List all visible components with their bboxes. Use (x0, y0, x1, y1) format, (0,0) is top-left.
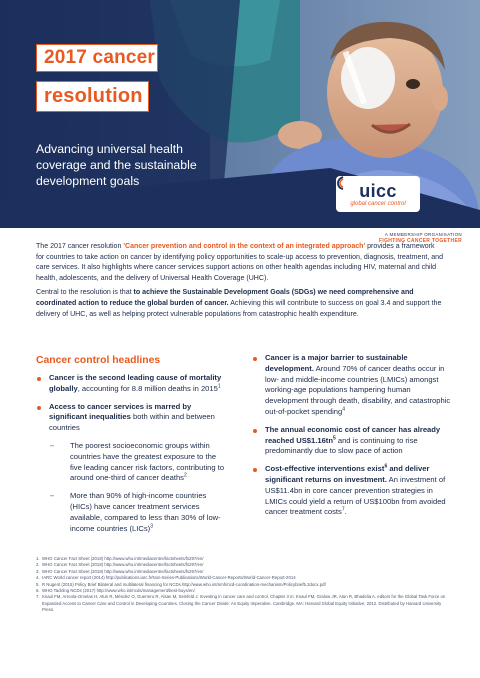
footnote-number: 3. (36, 568, 40, 574)
bullet-dot (37, 406, 41, 410)
headline-subbullet (36, 491, 228, 534)
subbullet-text: More than 90% of high-income countries (HICs) have cancer treatment services available, compared to less than 30% of low-income countries (LICs) (70, 491, 221, 533)
title-line1: 2017 cancer (44, 47, 156, 68)
bullet-text: . (344, 507, 347, 517)
bullet-text: , accounting for 8.8 million deaths in 2015 (77, 383, 218, 393)
uicc-tagline: global cancer control (350, 201, 406, 207)
resolution-name: 'Cancer prevention and control in the context of an integrated approach' (123, 243, 366, 250)
intro-p1-text-a: The 2017 cancer resolution (36, 243, 124, 250)
intro-p2-text-b: Achieving this will contribute to success on goal 3.4 and support the delivery of UHC, as well as helping protect vulnerable populations from catastrophic health expenditure. (36, 299, 442, 318)
footnote-ref: 1 (217, 383, 221, 390)
footnote-ref: 3 (150, 523, 153, 530)
footnote-text: IARC World cancer report (2014) http://publications.iarc.fr/Non-Series-Publications/World-Cancer-Reports/World-Cancer-Report-2014 (42, 575, 296, 581)
headline-bullet (36, 373, 228, 395)
bullet-text: An investment of US$11.4bn in core cancer prevention strategies in LMICs could yield a return of US$100bn from avoided cancer treatment costs (265, 474, 446, 517)
footnote-number: 6. (36, 588, 40, 594)
bullet-bold: Access to cancer services is marred by significant inequalities (49, 401, 192, 422)
intro-paragraph-1 (36, 242, 444, 284)
uicc-wordmark: uicc (359, 181, 397, 201)
footnote-number: 5. (36, 581, 40, 587)
bullet-bold: Cost-effective interventions exist (265, 464, 385, 474)
bullet-bold: The annual economic cost of cancer has already reached US$1.16tn (265, 424, 441, 445)
footnote-text: WHO Tackling NCDs (2017) http://www.who.int/ncds/management/best-buys/en/ (42, 588, 195, 594)
headline-bullet (36, 402, 228, 434)
headlines-heading: Cancer control headlines (36, 355, 161, 366)
subbullet-text: The poorest socioeconomic groups within countries have the greatest exposure to the five leading cancer risk factors, contributing to around one-third of cancer deaths (70, 440, 225, 483)
footnote-number: 2. (36, 562, 40, 568)
footnote (36, 594, 450, 613)
headline-bullet (252, 425, 452, 457)
title-line2-box (36, 81, 149, 112)
footnote-ref: 5 (332, 435, 336, 442)
membership-line1: A MEMBERSHIP ORGANISATION (384, 232, 462, 237)
headline-subbullet (36, 441, 228, 484)
bullet-dot (253, 429, 257, 433)
footnote-ref: 2 (183, 472, 187, 479)
bullet-dot (37, 377, 41, 381)
intro-p1-text-b: provides a framework for countries to take action on cancer by identifying policy opportunities to scale-up access to prevention, diagnosis, treatment, and care services. It also highlights where cancer services support actions on other health agendas including HIV, maternal and child health, adolescents, and the delivery of Universal Health Coverage (UHC). (36, 243, 443, 282)
footnote-number: 4. (36, 575, 40, 581)
uicc-emblem-icon (336, 176, 350, 190)
footnote-text: WHO Cancer Fact Sheet (2018) http://www.who.int/mediacentre/factsheets/fs297/en/ (42, 556, 204, 561)
bullet-bold: Cancer is the second leading cause of mortality globally (49, 373, 222, 393)
footnotes-list (36, 556, 450, 614)
dash-marker: – (50, 491, 55, 501)
headlines-right-column (252, 353, 452, 525)
bullet-bold: Cancer is a major barrier to sustainable development. (265, 353, 408, 373)
membership-line2: FIGHTING CANCER TOGETHER (379, 238, 462, 244)
footnote-text: WHO Cancer Fact Sheet (2018) http://www.who.int/mediacentre/factsheets/fs297/en/ (42, 568, 204, 574)
headline-bullet (252, 464, 452, 518)
footnote-ref: 6 (384, 463, 388, 470)
bullet-dot (253, 357, 257, 361)
bullet-bold: and deliver significant returns on investment. (265, 464, 430, 484)
hero-banner (0, 0, 480, 228)
dash-marker: – (50, 440, 55, 450)
headlines-left-column (36, 355, 228, 541)
footnote-text: R Nugent (2015) Policy Brief Bilateral and multilateral financing for NCDs http://www.who.int/nmh/ncd-coordination-mechanism/Policybrief5.2docx.pdf (42, 581, 326, 587)
bullet-text: both within and between countries (49, 412, 215, 433)
uicc-logo (336, 176, 420, 212)
intro-p2-bold: to achieve the Sustainable Development Goals (SDGs) we need comprehensive and coordinated action to reduce the global burden of cancer. (36, 289, 414, 307)
footnote-ref: 7 (341, 506, 345, 513)
intro-section (36, 242, 444, 324)
title-line1-box (36, 44, 158, 72)
hero-subtitle: Advancing universal health coverage and the sustainable development goals (36, 142, 197, 188)
title-line2: resolution (44, 85, 143, 107)
footnote-ref: 4 (342, 406, 346, 413)
footnote-number: 7. (36, 594, 40, 600)
footnote-number: 1. (36, 556, 40, 561)
footnote-text: Knaul FM, Arreola-Ornelas H, Atun R, Méndez O, Guerrero R, Alsan M, Seinfeld J. Investing in cancer care and control. Chapter 3 in: Knaul FM, Gralow JR, Atun R, Bhadelia A. editors for the Global Task Force on Expanded Access to Cancer Care and Control in Developing Countries. Closing the Cancer Divide: An Equity Imperative. Cambridge, MA: Harvard Global Equity Initiative; 2012. Distributed by Harvard University Press. (42, 594, 446, 613)
headline-bullet (252, 353, 452, 418)
bullet-text: and is continuing to rise predominantly due to slow pace of action (265, 435, 418, 456)
intro-p2-text-a: Central to the resolution is that (36, 289, 134, 297)
bullet-text: Around 70% of cancer deaths occur in low- and middle-income countries (LMICs) amongst working-age populations hampering human development through death, disability, and catastrophic out-of-pocket spending (265, 363, 451, 416)
bullet-dot (253, 468, 257, 472)
intro-paragraph-2 (36, 288, 444, 320)
footnote-text: WHO Cancer Fact Sheet (2018) http://www.who.int/mediacentre/factsheets/fs297/en/ (42, 562, 204, 568)
